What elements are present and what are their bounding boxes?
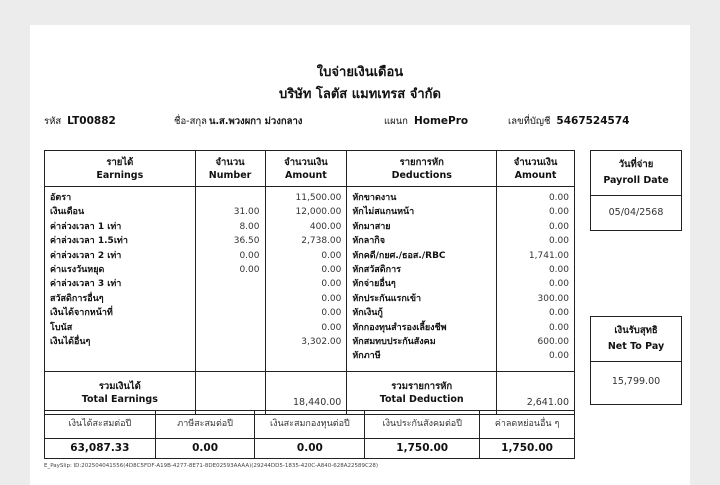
payroll-date-value: 05/04/2568 <box>608 207 664 218</box>
earning-amount: 400.00 <box>265 220 347 234</box>
company-name: บริษัท โลตัส แมทเทรส จำกัด <box>279 87 441 102</box>
net-pay-box <box>590 316 682 405</box>
earning-label: ค่าล่วงเวลา 1 เท่า <box>45 220 196 234</box>
deduction-amount: 0.00 <box>497 234 575 248</box>
deductions-header: รายการหัก Deductions <box>347 151 497 187</box>
earning-amount: 0.00 <box>265 321 347 335</box>
total-deduction-value: 2,641.00 <box>497 372 575 415</box>
deduction-amount: 300.00 <box>497 292 575 306</box>
earning-label: อัตรา <box>45 187 196 206</box>
earning-label: ค่าล่วงเวลา 2 เท่า <box>45 249 196 263</box>
ytd-values <box>45 439 575 459</box>
ytd-value: 1,750.00 <box>365 439 480 459</box>
table-row <box>45 187 575 206</box>
earning-label: ค่าล่วงเวลา 3 เท่า <box>45 277 196 291</box>
earning-amount: 2,738.00 <box>265 234 347 248</box>
earning-number <box>195 335 265 349</box>
total-deduction-label: รวมรายการหัก Total Deduction <box>347 372 497 415</box>
deduction-label: หักจ่ายอื่นๆ <box>347 277 497 291</box>
amount-header: จำนวนเงิน Amount <box>265 151 347 187</box>
earning-number: 0.00 <box>195 263 265 277</box>
account-label: เลขที่บัญชี <box>508 116 551 127</box>
earning-label <box>45 349 196 363</box>
earning-label: สวัสดิการอื่นๆ <box>45 292 196 306</box>
ytd-label: เงินประกันสังคมต่อปี <box>365 411 480 439</box>
earning-number <box>195 349 265 363</box>
earning-number <box>195 321 265 335</box>
payroll-date-box <box>590 150 682 231</box>
deduction-label: หักสมทบประกันสังคม <box>347 335 497 349</box>
earning-number <box>195 306 265 320</box>
table-header <box>45 151 575 187</box>
total-earnings-label: รวมเงินได้ Total Earnings <box>45 372 196 415</box>
ytd-value: 0.00 <box>255 439 365 459</box>
total-earnings-value: 18,440.00 <box>265 372 347 415</box>
earning-label: เงินได้อื่นๆ <box>45 335 196 349</box>
earning-amount: 0.00 <box>265 249 347 263</box>
earning-number: 31.00 <box>195 205 265 219</box>
earning-amount: 0.00 <box>265 277 347 291</box>
year-to-date-table <box>44 410 575 459</box>
earnings-deductions-table <box>44 150 575 415</box>
deduction-label: หักกองทุนสำรองเลี้ยงชีพ <box>347 321 497 335</box>
account-value: 5467524574 <box>556 115 630 127</box>
earning-number <box>195 187 265 206</box>
deduction-label: หักประกันแรกเข้า <box>347 292 497 306</box>
deduction-label: หักไม่สแกนหน้า <box>347 205 497 219</box>
ytd-value: 1,750.00 <box>480 439 575 459</box>
ytd-value: 0.00 <box>155 439 255 459</box>
earning-amount: 12,000.00 <box>265 205 347 219</box>
deduction-amount: 0.00 <box>497 277 575 291</box>
dept-value: HomePro <box>413 115 469 127</box>
name-value: น.ส.พวงผกา ม่วงกลาง <box>208 116 303 127</box>
deduction-amount: 0.00 <box>497 220 575 234</box>
number-header: จำนวน Number <box>195 151 265 187</box>
name-label: ชื่อ-สกุล <box>174 116 207 127</box>
earning-amount: 11,500.00 <box>265 187 347 206</box>
earning-amount: 0.00 <box>265 292 347 306</box>
table-row <box>45 292 575 306</box>
earning-amount: 0.00 <box>265 306 347 320</box>
deduction-label: หักเงินกู้ <box>347 306 497 320</box>
earnings-header: รายได้ Earnings <box>45 151 196 187</box>
deduction-amount-header: จำนวนเงิน Amount <box>497 151 575 187</box>
deduction-amount: 0.00 <box>497 349 575 363</box>
net-pay-label: เงินรับสุทธิ Net To Pay <box>591 317 681 362</box>
doc-title: ใบจ่ายเงินเดือน <box>316 65 404 80</box>
deduction-label: หักมาสาย <box>347 220 497 234</box>
earning-number: 8.00 <box>195 220 265 234</box>
table-row <box>45 277 575 291</box>
ytd-label: เงินสะสมกองทุนต่อปี <box>255 411 365 439</box>
earning-amount: 0.00 <box>265 263 347 277</box>
earning-label: โบนัส <box>45 321 196 335</box>
earning-number: 36.50 <box>195 234 265 248</box>
empty-cell <box>195 372 265 415</box>
earning-amount <box>265 349 347 363</box>
account-number <box>508 114 629 129</box>
table-row <box>45 306 575 320</box>
deduction-amount: 0.00 <box>497 205 575 219</box>
deduction-amount: 0.00 <box>497 187 575 206</box>
deduction-label: หักภาษี <box>347 349 497 363</box>
ytd-label: ค่าลดหย่อนอื่น ๆ <box>480 411 575 439</box>
earning-amount: 3,302.00 <box>265 335 347 349</box>
table-row <box>45 249 575 263</box>
table-row <box>45 321 575 335</box>
payroll-date-label: วันที่จ่าย Payroll Date <box>591 151 681 196</box>
table-row <box>45 335 575 349</box>
deduction-label: หักสวัสดิการ <box>347 263 497 277</box>
deduction-amount: 0.00 <box>497 321 575 335</box>
earning-label: เงินได้จากหน้าที่ <box>45 306 196 320</box>
code-label: รหัส <box>44 116 62 127</box>
payslip-id: E_PaySlip: ID:202504041556(4D8C5FDF-A19B-4277-8E71-8DE02593AAAA)(29244DD5-1835-420C-A840-628A22589C28) <box>44 463 378 469</box>
table-row <box>45 349 575 363</box>
deduction-amount: 600.00 <box>497 335 575 349</box>
table-row <box>45 205 575 219</box>
ytd-label: ภาษีสะสมต่อปี <box>155 411 255 439</box>
deduction-amount: 1,741.00 <box>497 249 575 263</box>
deduction-label: หักลากิจ <box>347 234 497 248</box>
ytd-label: เงินได้สะสมต่อปี <box>45 411 156 439</box>
earning-label: ค่าล่วงเวลา 1.5เท่า <box>45 234 196 248</box>
earning-label: เงินเดือน <box>45 205 196 219</box>
ytd-labels <box>45 411 575 439</box>
earning-number: 0.00 <box>195 249 265 263</box>
deduction-amount: 0.00 <box>497 306 575 320</box>
earning-number <box>195 277 265 291</box>
earning-number <box>195 292 265 306</box>
department <box>384 114 468 129</box>
payslip <box>30 25 690 485</box>
table-row <box>45 234 575 248</box>
earning-label: ค่าแรงวันหยุด <box>45 263 196 277</box>
ytd-value: 63,087.33 <box>45 439 156 459</box>
table-row <box>45 263 575 277</box>
totals-row <box>45 372 575 415</box>
employee-name <box>174 114 302 129</box>
deduction-label: หักขาดงาน <box>347 187 497 206</box>
deduction-label: หักคดี/กยศ./ธอส./RBC <box>347 249 497 263</box>
dept-label: แผนก <box>384 116 408 127</box>
table-row <box>45 220 575 234</box>
employee-code <box>44 114 116 129</box>
code-value: LT00882 <box>67 115 116 127</box>
net-pay-value: 15,799.00 <box>611 376 661 387</box>
deduction-amount: 0.00 <box>497 263 575 277</box>
